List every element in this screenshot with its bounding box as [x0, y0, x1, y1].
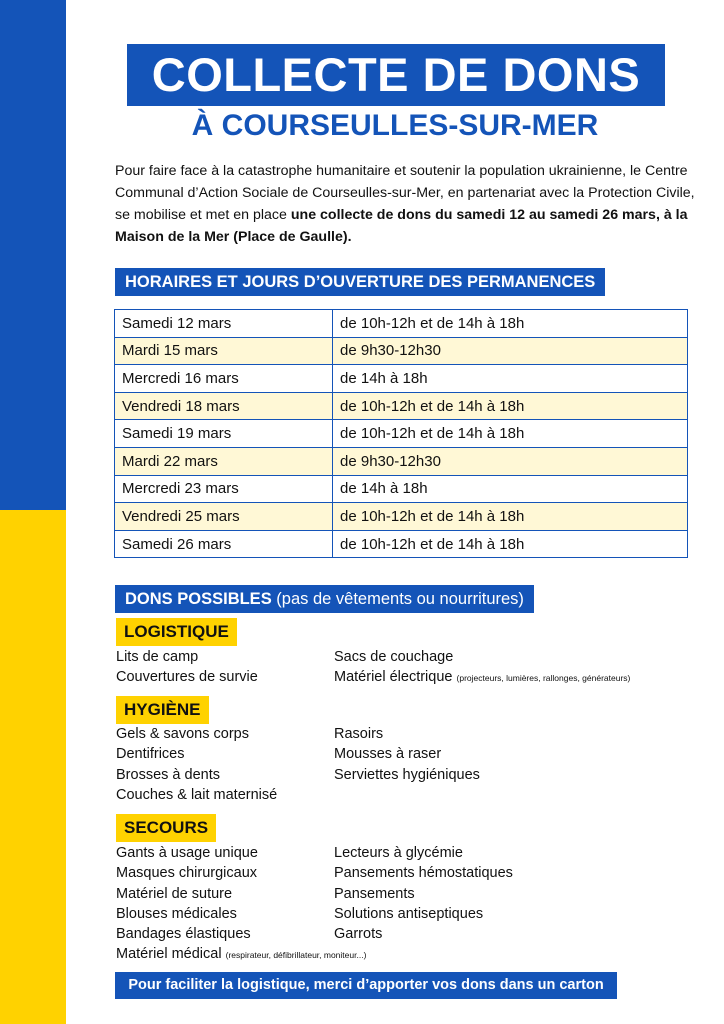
schedule-row: [115, 530, 688, 558]
donation-item: Matériel médical: [116, 946, 222, 963]
donation-item-note: (projecteurs, lumières, rallonges, générateurs): [456, 673, 631, 684]
hours-section-title: HORAIRES ET JOURS D’OUVERTURE DES PERMANENCES: [115, 268, 605, 296]
donation-item: Couvertures de survie: [116, 669, 258, 686]
schedule-row: [115, 503, 688, 531]
item-row: [116, 944, 706, 964]
donation-item-label: Serviettes hygiéniques: [334, 766, 480, 783]
schedule-row: [115, 475, 688, 503]
intro-text: Pour faire face à la catastrophe humanitaire et soutenir la population ukrainienne, le Centre Communal d’Action Sociale de Courseulles-sur-Mer, en partenariat avec la Protection Civile, se mobilise et met en place: [115, 163, 695, 223]
schedule-row: [115, 310, 688, 338]
item-row: [116, 843, 706, 863]
schedule-day: Mercredi 16 mars: [115, 365, 333, 393]
donation-item-label: Solutions antiseptiques: [334, 905, 484, 922]
donation-item: Lits de camp: [116, 649, 199, 665]
schedule-hours: de 9h30-12h30: [333, 447, 688, 475]
item-row: [116, 724, 706, 744]
schedule-day: Mardi 15 mars: [115, 337, 333, 365]
item-row: [116, 765, 706, 785]
schedule-day: Samedi 19 mars: [115, 420, 333, 448]
schedule-day: Samedi 26 mars: [115, 530, 333, 558]
item-row: [116, 667, 706, 687]
schedule-table: [114, 309, 688, 558]
item-row: [116, 647, 706, 667]
category-hygiene: HYGIÈNE: [116, 696, 209, 724]
schedule-hours: de 10h-12h et de 14h à 18h: [333, 310, 688, 338]
blue-side-band: [0, 0, 66, 510]
item-row: [116, 744, 706, 764]
schedule-hours: de 10h-12h et de 14h à 18h: [333, 530, 688, 558]
page-subtitle: À COURSEULLES-SUR-MER: [191, 109, 599, 142]
donation-item: [334, 863, 714, 883]
donation-item: Couches & lait maternisé: [116, 786, 278, 803]
donation-item-note: (respirateur, défibrillateur, moniteur...): [225, 950, 367, 961]
donation-item: [334, 765, 714, 785]
item-row: [116, 863, 706, 883]
donation-item-label: Mousses à raser: [334, 746, 442, 763]
schedule-hours: de 14h à 18h: [333, 365, 688, 393]
schedule-hours: de 14h à 18h: [333, 475, 688, 503]
donation-item-label: Lecteurs à glycémie: [334, 845, 463, 861]
item-row: [116, 785, 706, 805]
donation-item: Matériel de suture: [116, 885, 233, 902]
schedule-row: [115, 337, 688, 365]
donation-item: Brosses à dents: [116, 766, 220, 783]
donation-item: Bandages élastiques: [116, 926, 251, 943]
schedule-day: Mercredi 23 mars: [115, 475, 333, 503]
donation-item: [334, 884, 714, 904]
donation-item-label: Garrots: [334, 926, 383, 943]
donation-item: [334, 724, 714, 744]
donations-section-title: [115, 585, 534, 613]
schedule-row: [115, 420, 688, 448]
footer-note: Pour faciliter la logistique, merci d’apporter vos dons dans un carton: [115, 972, 617, 999]
secours-items: [116, 843, 706, 965]
donation-item: Masques chirurgicaux: [116, 865, 258, 882]
donation-item-label: Pansements: [334, 885, 415, 902]
schedule-row: [115, 447, 688, 475]
item-row: [116, 924, 706, 944]
donation-item-label: Sacs de couchage: [334, 649, 454, 665]
hygiene-items: [116, 724, 706, 805]
donation-item: [334, 924, 714, 944]
donation-item: [334, 647, 714, 667]
donation-item: [334, 843, 714, 863]
schedule-row: [115, 392, 688, 420]
donation-item: Blouses médicales: [116, 905, 237, 922]
schedule-day: Mardi 22 mars: [115, 447, 333, 475]
logistique-items: [116, 647, 706, 688]
donation-item: Gels & savons corps: [116, 726, 249, 742]
schedule-hours: de 10h-12h et de 14h à 18h: [333, 420, 688, 448]
donations-title: DONS POSSIBLES: [125, 590, 272, 608]
donation-item: [334, 744, 714, 764]
donation-item: [334, 904, 714, 924]
donations-title-note: (pas de vêtements ou nourritures): [276, 590, 524, 608]
donation-item: [334, 667, 714, 688]
donation-item-label: Pansements hémostatiques: [334, 865, 513, 882]
donation-item: Dentifrices: [116, 746, 185, 763]
donation-item-label: Matériel électrique: [334, 669, 453, 686]
category-secours: SECOURS: [116, 814, 216, 842]
intro-text-bold: une collecte de dons du samedi 12 au samedi 26 mars, à la Maison de la Mer (Place de Gaulle).: [115, 207, 688, 245]
category-logistique: LOGISTIQUE: [116, 618, 237, 646]
donation-item: Gants à usage unique: [116, 845, 258, 861]
schedule-hours: de 9h30-12h30: [333, 337, 688, 365]
schedule-row: [115, 365, 688, 393]
schedule-day: Vendredi 25 mars: [115, 503, 333, 531]
schedule-day: Vendredi 18 mars: [115, 392, 333, 420]
schedule-hours: de 10h-12h et de 14h à 18h: [333, 392, 688, 420]
schedule-day: Samedi 12 mars: [115, 310, 333, 338]
schedule-hours: de 10h-12h et de 14h à 18h: [333, 503, 688, 531]
yellow-side-band: [0, 510, 66, 1024]
item-row: [116, 884, 706, 904]
item-row: [116, 904, 706, 924]
donation-item-label: Rasoirs: [334, 726, 384, 742]
intro-paragraph: [115, 160, 695, 248]
page-title: COLLECTE DE DONS: [127, 44, 665, 106]
